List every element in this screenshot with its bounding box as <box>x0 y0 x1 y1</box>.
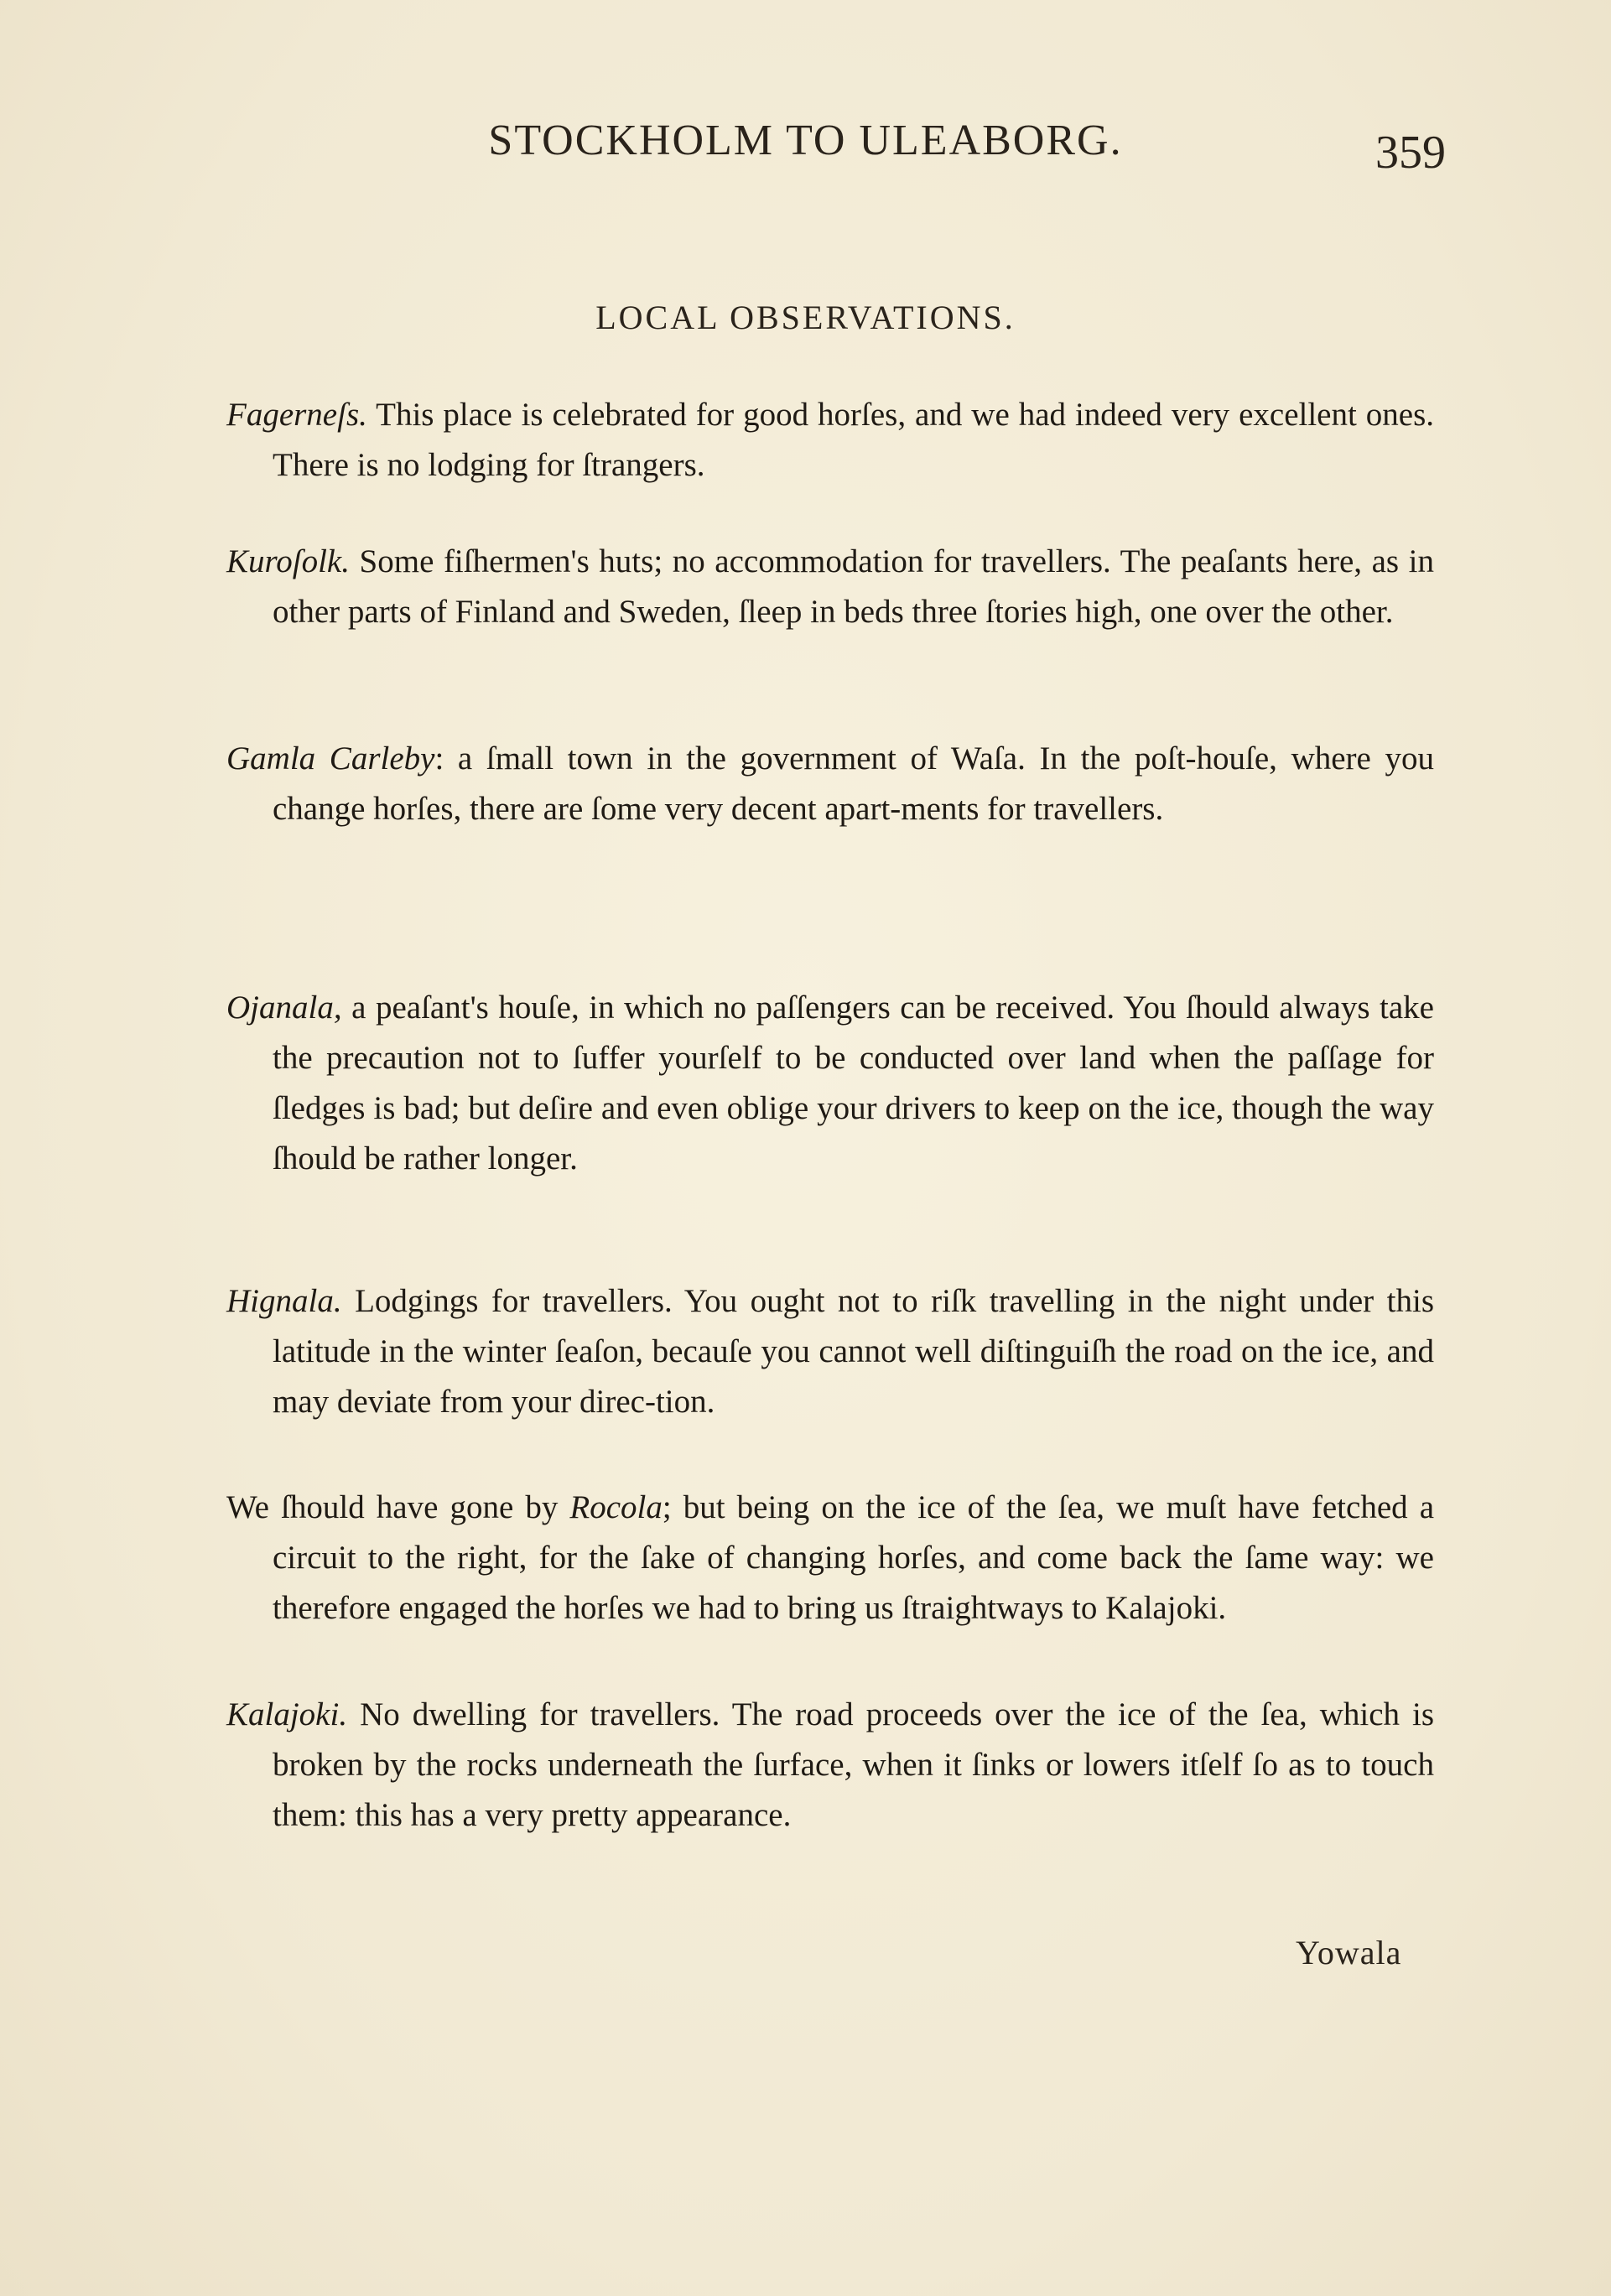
entry-paragraph <box>226 1690 1434 1841</box>
entry-ojanala <box>226 983 1434 1184</box>
entry-paragraph <box>226 734 1434 834</box>
place-name: Ojanala, <box>226 990 342 1026</box>
entry-kurofolk <box>226 537 1434 637</box>
entry-paragraph <box>226 390 1434 491</box>
entry-paragraph <box>226 1276 1434 1427</box>
section-title: LOCAL OBSERVATIONS. <box>595 299 1016 336</box>
entry-rocola <box>226 1483 1434 1634</box>
page-number: 359 <box>1375 127 1446 179</box>
place-name: Gamla Carleby <box>226 740 435 777</box>
entry-text: ; but being on the ice of the ſea, we muſt have fetched a circuit to the right, for the ſake of changing horſes, and come back the ſame way: we therefore engaged the horſes we had to bring us ſtraightways to Kalajoki. <box>273 1489 1435 1626</box>
entry-paragraph <box>226 537 1434 637</box>
entry-hignala <box>226 1276 1434 1427</box>
entry-text: No dwelling for travellers. The road proceeds over the ice of the ſea, which is broken by the rocks underneath the ſurface, when it ſinks or lowers itſelf ſo as to touch them: this has a very pretty appearance. <box>273 1696 1434 1833</box>
place-name: Fagerneſs. <box>226 397 367 433</box>
entry-text: a peaſant's houſe, in which no paſſengers can be received. You ſhould always take the precaution not to ſuffer yourſelf to be conducted over land when the paſſage for ſledges is bad; but deſire and even oblige your drivers to keep on the ice, though the way ſhould be rather longer. <box>273 990 1434 1177</box>
entry-kalajoki <box>226 1690 1434 1841</box>
entry-text: Some fiſhermen's huts; no accommodation for travellers. The peaſants here, as in other parts of Finland and Sweden, ſleep in beds three ſtories high, one over the other. <box>273 543 1434 630</box>
entry-text-before: We ſhould have gone by <box>226 1489 570 1525</box>
entry-text: This place is celebrated for good horſes, and we had indeed very excellent ones. There is no lodging for ſtrangers. <box>273 397 1434 483</box>
entry-fagernefs <box>226 390 1434 491</box>
place-name: Hignala. <box>226 1283 342 1319</box>
entry-text: : a ſmall town in the government of Waſa. In the poſt-houſe, where you change horſes, there are ſome very decent apart-ments for travellers. <box>273 740 1434 827</box>
place-name: Rocola <box>569 1489 663 1525</box>
catchword: Yowala <box>1296 1934 1402 1971</box>
place-name: Kalajoki. <box>226 1696 348 1732</box>
entry-paragraph <box>226 1483 1434 1634</box>
place-name: Kuroſolk. <box>226 543 350 579</box>
entry-paragraph <box>226 983 1434 1184</box>
entry-gamla-carleby <box>226 734 1434 834</box>
entry-text: Lodgings for travellers. You ought not to riſk travelling in the night under this latitude in the winter ſeaſon, becauſe you cannot well diſtinguiſh the road on the ice, and may deviate from your direc-tion. <box>273 1283 1434 1420</box>
running-head: STOCKHOLM TO ULEABORG. <box>488 117 1123 164</box>
